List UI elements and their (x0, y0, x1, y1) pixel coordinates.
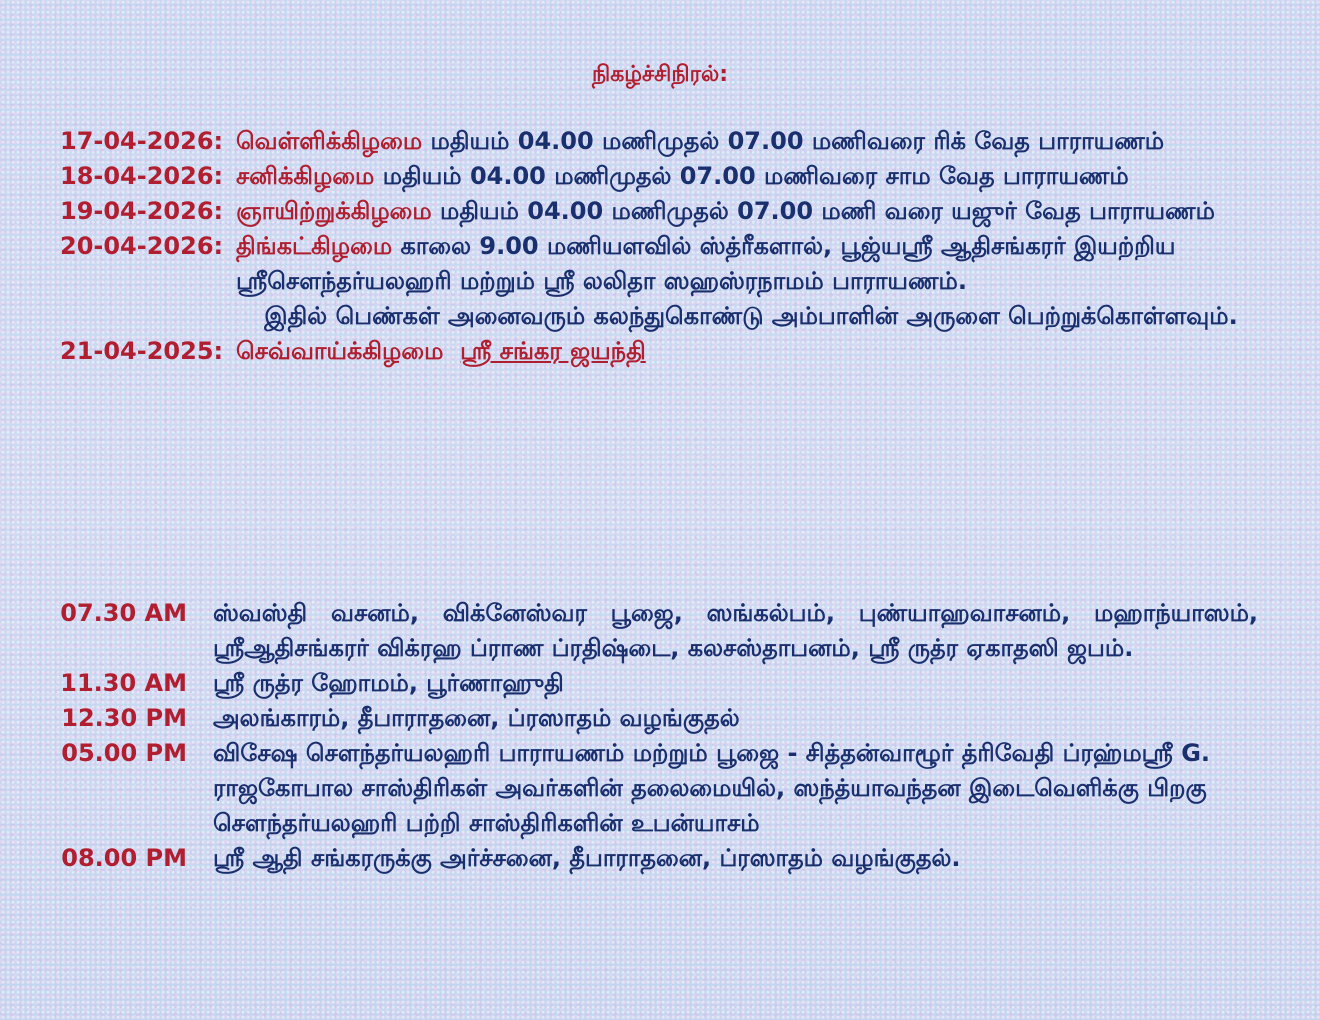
date-row (0, 229, 1320, 334)
day-name: ஞாயிற்றுக்கிழமை (236, 197, 432, 225)
date-row (0, 334, 1320, 369)
date-description (236, 159, 1266, 194)
date-description (236, 124, 1266, 159)
schedule-time: 05.00 PM (61, 739, 187, 767)
schedule-time: 07.30 AM (60, 599, 187, 627)
schedule-row (0, 841, 1320, 876)
schedule-text: ஸ்ரீ ருத்ர ஹோமம், பூர்ணாஹுதி (213, 669, 564, 697)
schedule-text: அலங்காரம், தீபாராதனை, ப்ரஸாதம் வழங்குதல் (213, 704, 740, 732)
date-row (0, 194, 1320, 229)
schedule-row (0, 736, 1320, 841)
schedule-list (0, 596, 1320, 876)
date-label: 19-04-2026: (60, 197, 224, 225)
schedule-row (0, 701, 1320, 736)
day-name: வெள்ளிக்கிழமை (236, 127, 423, 155)
event-text: மதியம் 04.00 மணிமுதல் 07.00 மணிவரை ரிக் வேத பாராயணம் (422, 127, 1165, 155)
day-name: சனிக்கிழமை (236, 162, 375, 190)
schedule-row (0, 596, 1320, 666)
date-label: 20-04-2026: (60, 232, 224, 260)
day-name: திங்கட்கிழமை (236, 232, 393, 260)
schedule-row (0, 666, 1320, 701)
date-row (0, 159, 1320, 194)
date-label: 21-04-2025: (60, 337, 224, 365)
event-note: இதில் பெண்கள் அனைவரும் கலந்துகொண்டு அம்பாளின் அருளை பெற்றுக்கொள்ளவும். (264, 302, 1238, 330)
schedule-time: 11.30 AM (60, 669, 187, 697)
date-description (236, 229, 1266, 299)
schedule-time: 12.30 PM (61, 704, 187, 732)
date-label: 18-04-2026: (60, 162, 224, 190)
schedule-text: விசேஷ சௌந்தர்யலஹரி பாராயணம் மற்றும் பூஜை - சித்தன்வாழூர் த்ரிவேதி ப்ரஹ்மஸ்ரீ G. ராஜகோபால சாஸ்திரிகள் அவர்களின் தலைமையில், ஸந்த்யாவந்தன இடைவெளிக்கு பிறகு சௌந்தர்யலஹரி பற்றி சாஸ்திரிகளின் உபன்யாசம் (213, 739, 1211, 837)
date-row (0, 124, 1320, 159)
schedule-text: ஸ்வஸ்தி வசனம், விக்னேஸ்வர பூஜை, ஸங்கல்பம், புண்யாஹவாசனம், மஹாந்யாஸம், ஸ்ரீஆதிசங்கரர் விக்ரஹ ப்ராண ப்ரதிஷ்டை, கலசஸ்தாபனம், ஸ்ரீ ருத்ர ஏகாதஸி ஜபம். (213, 599, 1258, 662)
jayanthi-link[interactable]: ஸ்ரீ சங்கர ஜயந்தி (460, 337, 646, 365)
schedule-time: 08.00 PM (61, 844, 187, 872)
date-description (236, 334, 1266, 369)
date-list (0, 124, 1320, 369)
event-text: மதியம் 04.00 மணிமுதல் 07.00 மணி வரை யஜுர் வேத பாராயணம் (431, 197, 1215, 225)
date-description (236, 194, 1266, 229)
date-label: 17-04-2026: (60, 127, 224, 155)
event-text: மதியம் 04.00 மணிமுதல் 07.00 மணிவரை சாம வேத பாராயணம் (374, 162, 1129, 190)
page-title: நிகழ்ச்சிநிரல்: (591, 62, 729, 87)
event-text: காலை 9.00 மணியளவில் ஸ்த்ரீகளால், பூஜ்யஸ்ரீ ஆதிசங்கரர் இயற்றிய ஸ்ரீசௌந்தர்யலஹரி மற்றும் ஸ்ரீ லலிதா ஸஹஸ்ரநாமம் பாராயணம். (236, 232, 1176, 295)
day-name: செவ்வாய்க்கிழமை (236, 337, 444, 365)
schedule-text: ஸ்ரீ ஆதி சங்கரருக்கு அர்ச்சனை, தீபாராதனை, ப்ரஸாதம் வழங்குதல். (213, 844, 961, 872)
